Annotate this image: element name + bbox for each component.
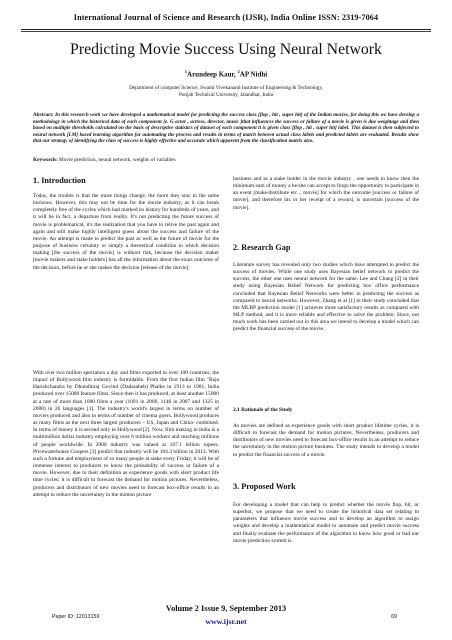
keywords-text: Movie prediction, neural network, weights of variables: [59, 157, 176, 163]
abstract: [33, 112, 419, 145]
volume-info: Volume 2 Issue 9, September 2013: [165, 604, 287, 613]
author-2: AP Nidhi: [239, 70, 268, 79]
affiliation-line-1: Department of computer Science, Swami Vivekanand Institute of Engineering & Technology,: [129, 85, 323, 91]
paper-id: Paper ID: 12013159: [52, 614, 100, 620]
keywords-label: Keywords:: [33, 157, 58, 163]
journal-header: International Journal of Science and Research (IJSR), India Online ISSN: 2319-7064: [73, 13, 379, 22]
paper-title: Predicting Movie Success Using Neural Network: [70, 41, 382, 58]
proposed-work-paragraph: For developing a model that can help to predict whether the movie flop, hit, or superhot, we propose that we need to create the historical data set relating to parameters that influence movie success and to develop an algorithm to assign weights and develop a mathematical model to automate and predict movie success and finally evaluate the performance of the algorithm to know how good or bad our movie prediction system is.: [233, 502, 419, 544]
keywords: [33, 157, 419, 164]
introduction-paragraph-1: Today, the trouble is that the more things change, the more they stay in the same horizons. However, this may not be time for the movie industry, as it can break completely free of the cycles which had marked its history for hundreds of years, and it will be in fact, a departure from reality. It's not predicting the future success of movie is problematical, it's the realization that you have to relive the past again and again and still make highly intelligent guess about the success and failure of the movie. An attempt is made to predict the past as well as the future of movie for the purpose of business certainty or simply a theoretical condition in which decision making [the success of the movie] is without risk, because the decision maker [movie makers and stake holders] has all the information about the exact outcome of the decision, before he or she makes the decision [release of the movie].: [33, 193, 219, 271]
affiliation-line-2: Punjab Technical University, Jalandhar, India: [178, 92, 274, 99]
authors: [0, 69, 452, 78]
header-rule-secondary: [21, 31, 431, 32]
author1-superscript: 1: [184, 69, 188, 74]
abstract-label: Abstract:: [33, 112, 54, 118]
introduction-paragraph-2: With over two million spectators a day and films exported to over 100 countries, the impact of Bollywood film industry is formidable. From the first Indian film "Raja Harishchandra by Dhundhiraj Govind (Dadasaheb) Phalke in 1913 to 1981, India produced over 15000 feature films. Since then it has produced, at least another 15000 at a rate of more than 1000 films a year (1091 in 2006, 1146 in 2007 and 1325 in 2008) in 26 languages [1]. The industry's world's largest in terms on number of movies produced and also in terms of number of cinema goers. Bollywood produces as many films as the next three largest producers – US, Japan and China- combined. In terms of money it is second only to Hollywood [2]. Now, film making in India is a multimillion dollar industry employing over 6 million workers and reaching millions of people worldwide. In 2008 industry was valued at 107.1 billion rupees. Pricewaterhouse Coopers [3] predict that industry will be 184.3 billion in 2013. With such a fortune and employment of so many people at stake every Friday, it will be of immense interest to producers to know the probability of success or failure of a movie. However, due to their definition as experience goods with short product life time cycles; it is difficult to forecast the demand for motion pictures. Nevertheless, producers and distributors of new movies need to forecast box-office results in an attempt to reduce the uncertainty in the motion picture: [33, 370, 219, 498]
rationale-paragraph: As movies are defined as experience goods with short product lifetime cycles, it is difficult to forecast the demand for motion pictures. Nevertheless, producers and distributors of new movies need to forecast box-office results in an attempt to reduce the uncertainty in the motion picture business. The study intends to develop a model to predict the financial success of a movie.: [233, 423, 419, 458]
author2-superscript: 2: [237, 69, 240, 74]
author-1: Arundeep Kaur,: [187, 70, 238, 79]
header-rule: [21, 29, 431, 30]
rationale-heading: 2.1 Rationale of the Study: [233, 407, 293, 413]
introduction-heading: 1. Introduction: [33, 176, 86, 185]
abstract-text: In this research work we have developed a mathematical model for predicting the success class [flop , hit , super hit] of the Indian movies, for doing this we have develop a methodology in which the historical data of each component [e. G actor , actress, director, music ]that influences the success or failure of a movie is given is due weightage and then based on multiple thresholds calculated on the basis of descriptive statistics of dataset of each component it is given class [flop , hit , super hit] label. This dataset is then subjected to neural network [LM] based learning algorithm for automating the process and results in terms of match between actual class labels and predicted labels are evaluated. Results show that our strategy of identifying the class of success is highly effective and accurate which apparent from the classification matrix also.: [33, 112, 420, 145]
page-number: 69: [391, 614, 397, 620]
journal-website: www.ijsr.net: [205, 617, 247, 626]
research-gap-heading: 2. Research Gap: [233, 243, 291, 252]
research-gap-paragraph: Literature survey has revealed only two studies which have attempted to predict the success of movies. While one study uses Bayesian belief network to predict the success, the other one uses neural network for the same. Lee and Chang [2] in their study using Bayesian Belief Network for predicting box office performance concluded that Bayesian Belief Networks were better in predicting the success as compared to neural networks. However, Zhang et al [1] in their study concluded that the MLBP prediction model [1] achieves more satisfactory results as compared with MLP method, and it is more reliable and effective to solve the problem. Since, not much work has been carried out in this area we intend to develop a model which can predict the financial success of the movie.: [233, 262, 419, 333]
affiliation: [0, 85, 452, 99]
proposed-work-heading: 3. Proposed Work: [233, 482, 296, 491]
continued-paragraph: business and as a stake holder in the movie industry , one needs to know then the minimum sum of money a he/she can accept to forgo the opportunity to participate in an event [make/distribute etc ., movie] for which the outcome [success or failure of movie], and therefore his or her receipt of a reward, is uncertain [success of the movie].: [233, 176, 419, 211]
